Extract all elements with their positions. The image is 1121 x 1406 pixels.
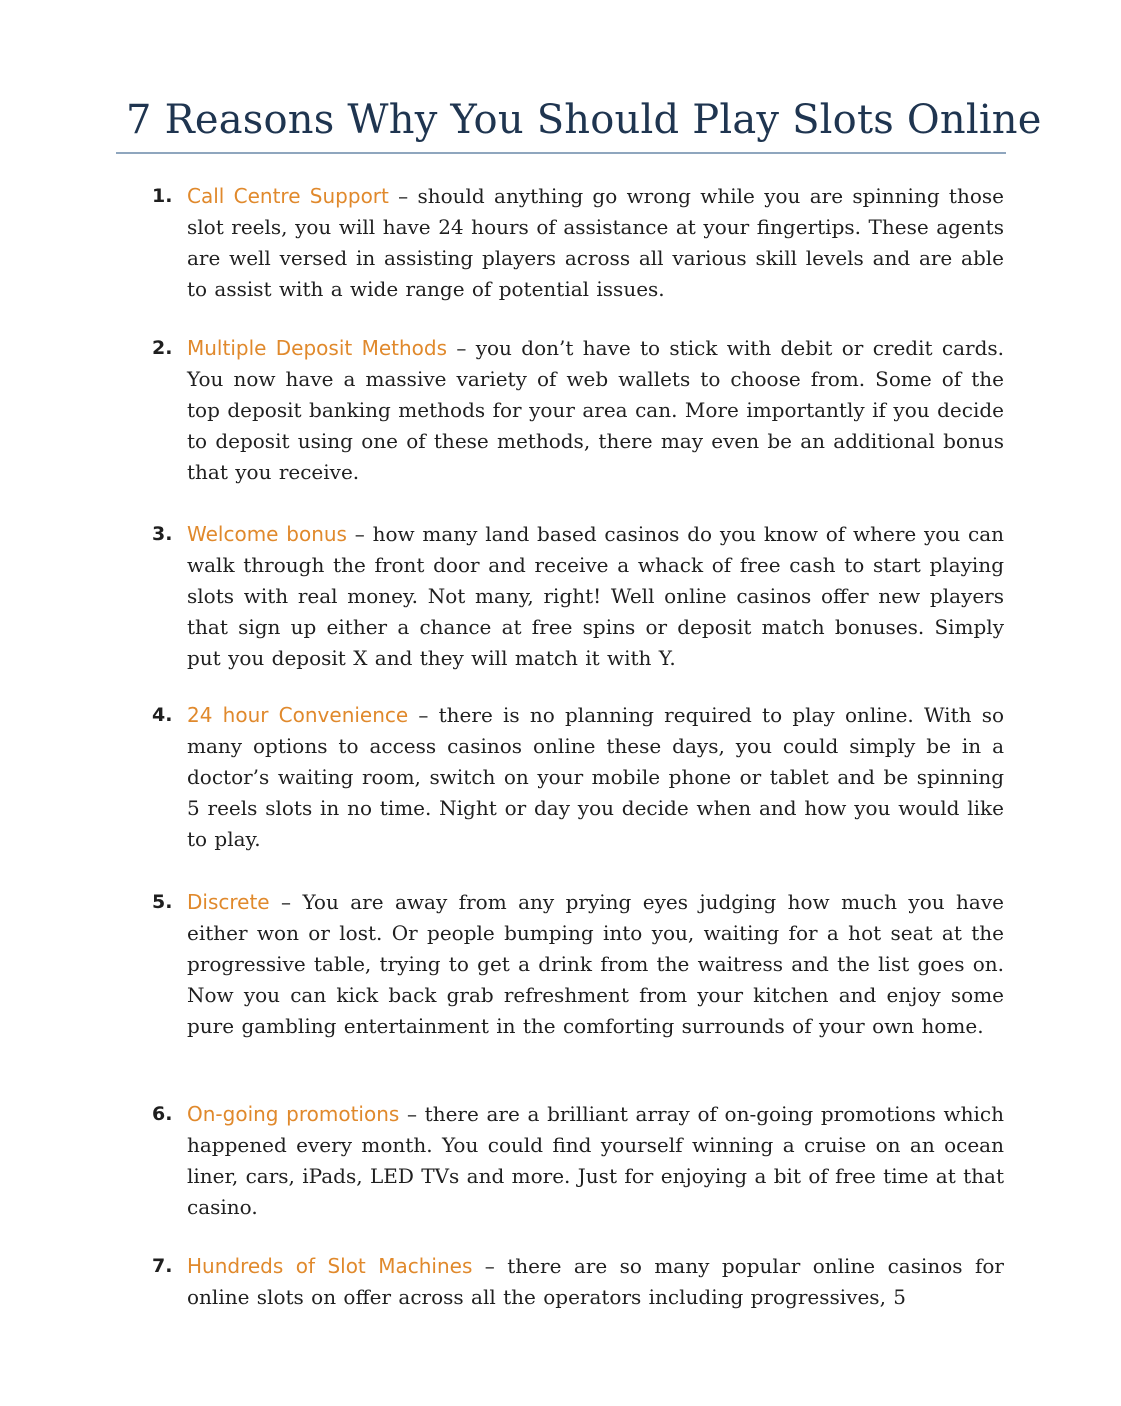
item-number: 4. [152, 704, 173, 726]
item-body [187, 519, 1004, 674]
list-item [152, 1099, 1004, 1223]
item-body [187, 1099, 1004, 1223]
list-item [152, 1251, 1004, 1313]
item-dash: – [269, 890, 303, 914]
item-heading: Hundreds of Slot Machines [187, 1254, 473, 1278]
item-text: should anything go wrong while you are spinning those slot reels, you will have 24 hours of assistance at your fingertips. These agents are well versed in assisting players across all various skill levels and are able to assist with a wide range of potential issues. [187, 184, 1004, 301]
item-dash: – [399, 1102, 425, 1126]
list-item [152, 887, 1004, 1042]
item-text: there is no planning required to play online. With so many options to access casinos online these days, you could simply be in a doctor’s waiting room, switch on your mobile phone or tablet and be spinning 5 reels slots in no time. Night or day you decide when and how you would like to play. [187, 703, 1005, 851]
item-number: 1. [152, 185, 173, 207]
item-heading: Call Centre Support [187, 184, 389, 208]
list-item [152, 333, 1004, 488]
item-heading: Multiple Deposit Methods [187, 336, 448, 360]
item-text: how many land based casinos do you know of where you can walk through the front door and receive a whack of free cash to start playing slots with real money. Not many, right! Well online casinos offer new players that sign up either a chance at free spins or deposit match bonuses. Simply put you deposit X and they will match it with Y. [187, 522, 1005, 670]
list-item [152, 181, 1004, 305]
item-number: 3. [152, 523, 173, 545]
item-number: 2. [152, 337, 173, 359]
page-title: 7 Reasons Why You Should Play Slots Online [126, 97, 1042, 143]
item-body [187, 181, 1004, 305]
item-dash: – [472, 1254, 508, 1278]
item-body [187, 1251, 1004, 1313]
item-number: 5. [152, 891, 173, 913]
item-text: there are a brilliant array of on-going promotions which happened every month. You could find yourself winning a cruise on an ocean liner, cars, iPads, LED TVs and more. Just for enjoying a bit of free time at that casino. [187, 1102, 1005, 1219]
list-item [152, 700, 1004, 855]
item-heading: 24 hour Convenience [187, 703, 409, 727]
item-body [187, 700, 1004, 855]
item-body [187, 887, 1004, 1042]
item-dash: – [346, 522, 373, 546]
item-text: You are away from any prying eyes judging how much you have either won or lost. Or people bumping into you, waiting for a hot seat at the progressive table, trying to get a drink from the waitress and the list goes on. Now you can kick back grab refreshment from your kitchen and enjoy some pure gambling entertainment in the comforting surrounds of your own home. [187, 890, 1004, 1038]
item-dash: – [388, 184, 418, 208]
item-heading: Discrete [187, 890, 270, 914]
item-text: you don’t have to stick with debit or credit cards. You now have a massive variety of web wallets to choose from. Some of the top deposit banking methods for your area can. More importantly if you decide to deposit using one of these methods, there may even be an additional bonus that you receive. [187, 336, 1004, 484]
item-number: 6. [152, 1103, 173, 1125]
list-item [152, 519, 1004, 674]
item-heading: Welcome bonus [187, 522, 347, 546]
item-heading: On-going promotions [187, 1102, 400, 1126]
item-dash: – [447, 336, 476, 360]
item-number: 7. [152, 1255, 173, 1277]
item-body [187, 333, 1004, 488]
item-text: there are so many popular online casinos for online slots on offer across all the operators including progressives, 5 [187, 1254, 1004, 1309]
item-dash: – [408, 703, 439, 727]
